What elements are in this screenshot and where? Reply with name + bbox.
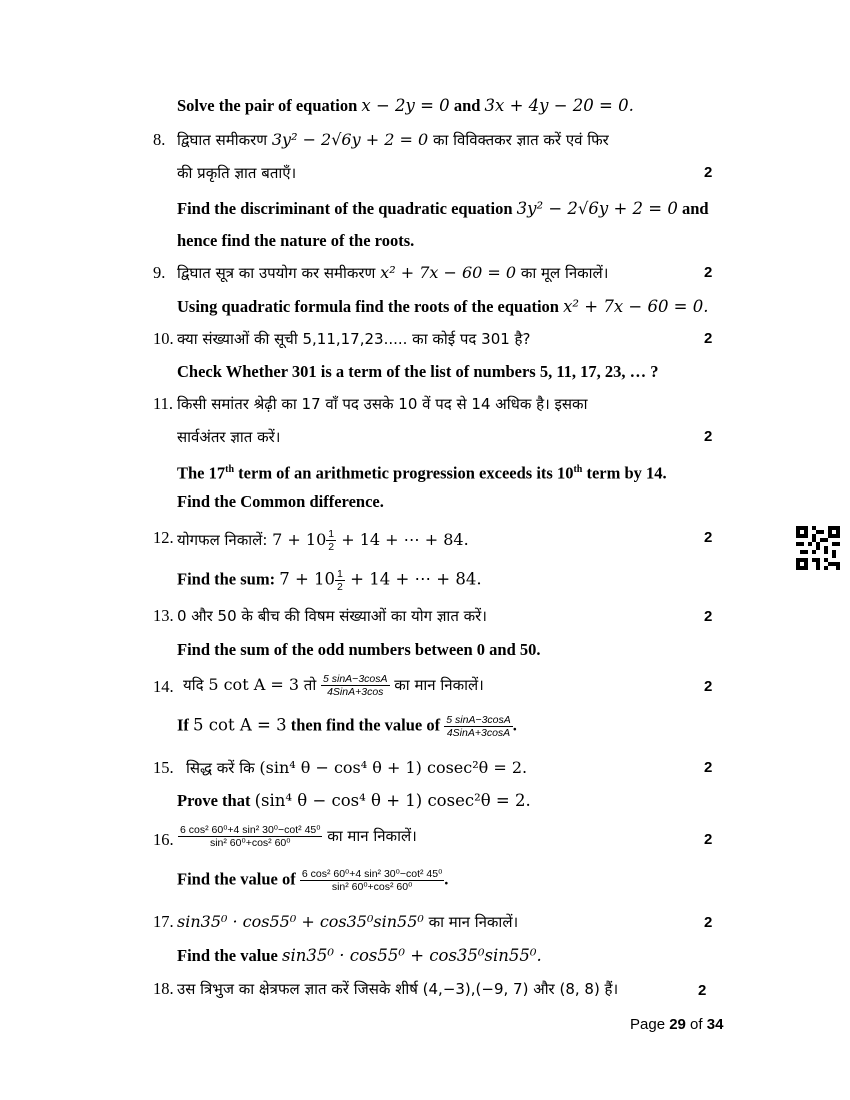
text: and — [677, 199, 709, 218]
expression: + 14 + ⋯ + 84. — [344, 569, 482, 589]
text: द्विघात समीकरण — [177, 131, 272, 149]
denominator: 4SinA+3cos — [327, 686, 384, 698]
text: Find the discriminant of the quadratic equation — [177, 199, 517, 218]
q8-english-line-2: hence find the nature of the roots. — [177, 231, 415, 250]
marks: 2 — [704, 678, 713, 695]
q11-hindi-line-1: किसी समांतर श्रेढ़ी का 17 वाँ पद उसके 10 वें पद से 14 अधिक है। इसका — [177, 395, 588, 413]
fraction — [321, 673, 390, 698]
denominator: sin² 60⁰+cos² 60⁰ — [209, 837, 291, 849]
superscript: th — [225, 464, 235, 475]
denominator: 2 — [328, 541, 335, 553]
q8-english-line-1 — [177, 199, 709, 219]
text: योगफल निकालें: — [177, 531, 273, 549]
q13-english-line: Find the sum of the odd numbers between 0 and 50. — [177, 640, 541, 659]
marks: 2 — [704, 330, 713, 347]
q11-english-line-2: Find the Common difference. — [177, 492, 384, 511]
question-number: 16. — [153, 830, 174, 849]
numerator: 5 sinA−3cosA — [323, 673, 388, 685]
text: If — [177, 715, 194, 735]
text: का मान निकालें। — [389, 676, 484, 694]
expression: 7 + 10 — [272, 530, 327, 549]
of-label: of — [685, 1016, 707, 1033]
marks: 2 — [704, 428, 713, 445]
denominator: 4SinA+3cosA — [446, 727, 511, 739]
q16-hindi-line — [178, 824, 417, 849]
text: द्विघात सूत्र का उपयोग कर समीकरण — [177, 264, 381, 282]
page-footer — [630, 1016, 723, 1033]
expression: 7 + 10 — [279, 569, 336, 589]
q10-hindi-line: क्या संख्याओं की सूची 5,11,17,23..... का कोई पद 301 है? — [177, 330, 531, 348]
condition: 5 cot A = 3 — [208, 675, 300, 694]
question-number: 8. — [153, 130, 166, 149]
total-pages: 34 — [706, 1016, 724, 1033]
q13-hindi-line: 0 और 50 के बीच की विषम संख्याओं का योग ज्ञात करें। — [177, 607, 487, 625]
fraction — [326, 528, 336, 553]
page-number: 29 — [669, 1016, 686, 1033]
q9-english-line — [177, 297, 709, 317]
text: and — [449, 96, 485, 115]
text: . — [444, 869, 449, 889]
expression: sin35⁰ · cos55⁰ + cos35⁰sin55⁰. — [281, 946, 542, 965]
text: यदि — [183, 676, 209, 694]
question-number: 9. — [153, 263, 166, 282]
q14-hindi-line — [183, 673, 484, 698]
marks: 2 — [704, 529, 713, 546]
text: का मान निकालें। — [322, 827, 417, 845]
q17-hindi-line — [177, 912, 518, 932]
q11-hindi-line-2: सार्वअंतर ज्ञात करें। — [177, 428, 281, 446]
q8-hindi-line-2: की प्रकृति ज्ञात बताएँ। — [177, 164, 297, 182]
qr-code-icon — [796, 526, 840, 570]
q16-english-line — [177, 868, 448, 893]
text: Solve the pair of equation — [177, 96, 362, 115]
fraction — [178, 824, 322, 849]
condition: 5 cot A = 3 — [193, 715, 287, 735]
question-number: 15. — [153, 758, 174, 777]
equation-1: x − 2y = 0 — [361, 96, 450, 115]
question-number: 12. — [153, 528, 174, 547]
text: का विविक्तकर ज्ञात करें एवं फिर — [428, 131, 609, 149]
equation-2: 3x + 4y − 20 = 0. — [484, 96, 634, 115]
marks: 2 — [704, 608, 713, 625]
text: . — [512, 715, 517, 735]
marks: 2 — [704, 264, 713, 281]
question-number: 10. — [153, 329, 174, 348]
page-label: Page — [630, 1016, 670, 1033]
equation: 3y² − 2√6y + 2 = 0 — [516, 199, 678, 218]
text: The 17 — [177, 463, 226, 483]
question-number: 18. — [153, 979, 174, 998]
text: then find the value of — [286, 715, 445, 735]
text: Find the value — [177, 946, 282, 965]
marks: 2 — [704, 164, 713, 181]
expression: sin35⁰ · cos55⁰ + cos35⁰sin55⁰ — [177, 912, 424, 931]
question-number: 13. — [153, 606, 174, 625]
text: Prove that — [177, 791, 255, 810]
expression: (sin⁴ θ − cos⁴ θ + 1) cosec²θ = 2. — [259, 758, 528, 777]
q12-hindi-line — [177, 528, 469, 553]
equation: 3y² − 2√6y + 2 = 0 — [271, 130, 429, 149]
numerator: 6 cos² 60⁰+4 sin² 30⁰−cot² 45⁰ — [301, 868, 443, 880]
q9-hindi-line — [177, 263, 608, 283]
numerator: 5 sinA−3cosA — [446, 714, 511, 726]
superscript: th — [573, 464, 583, 475]
text: term by 14. — [582, 463, 667, 483]
equation: x² + 7x − 60 = 0. — [563, 297, 709, 316]
numerator: 1 — [337, 568, 343, 580]
q8-hindi-line-1 — [177, 130, 609, 150]
text: तो — [299, 676, 321, 694]
numerator: 1 — [328, 528, 335, 540]
marks: 2 — [704, 759, 713, 776]
fraction — [335, 568, 345, 593]
equation: x² + 7x − 60 = 0 — [380, 263, 517, 282]
q17-english-line — [177, 946, 542, 966]
fraction — [444, 714, 513, 739]
question-number: 14. — [153, 677, 174, 696]
text: Using quadratic formula find the roots of the equation — [177, 297, 564, 316]
marks: 2 — [704, 914, 713, 931]
text: term of an arithmetic progression exceeds its 10 — [234, 463, 574, 483]
text: का मूल निकालें। — [516, 264, 609, 282]
q10-english-line: Check Whether 301 is a term of the list of numbers 5, 11, 17, 23, … ? — [177, 362, 659, 381]
marks: 2 — [698, 982, 707, 999]
denominator: sin² 60⁰+cos² 60⁰ — [331, 881, 413, 893]
q14-english-line — [177, 714, 517, 739]
question-number: 11. — [153, 394, 174, 413]
denominator: 2 — [337, 581, 343, 593]
question-number: 17. — [153, 912, 174, 931]
expression: + 14 + ⋯ + 84. — [336, 530, 469, 549]
text: Find the value of — [177, 869, 300, 889]
text: Find the sum: — [177, 569, 280, 589]
q15-english-line — [177, 791, 531, 811]
q15-hindi-line — [186, 758, 527, 778]
q11-english-line-1 — [177, 460, 667, 484]
q18-hindi-line: उस त्रिभुज का क्षेत्रफल ज्ञात करें जिसके शीर्ष (4,−3),(−9, 7) और (8, 8) हैं। — [177, 980, 619, 998]
marks: 2 — [704, 831, 713, 848]
expression: (sin⁴ θ − cos⁴ θ + 1) cosec²θ = 2. — [254, 791, 531, 810]
q12-english-line — [177, 568, 482, 593]
numerator: 6 cos² 60⁰+4 sin² 30⁰−cot² 45⁰ — [180, 824, 321, 836]
fraction — [300, 868, 444, 893]
text: का मान निकालें। — [423, 913, 519, 931]
text: सिद्ध करें कि — [186, 759, 260, 777]
solve-pair-line — [177, 96, 634, 116]
